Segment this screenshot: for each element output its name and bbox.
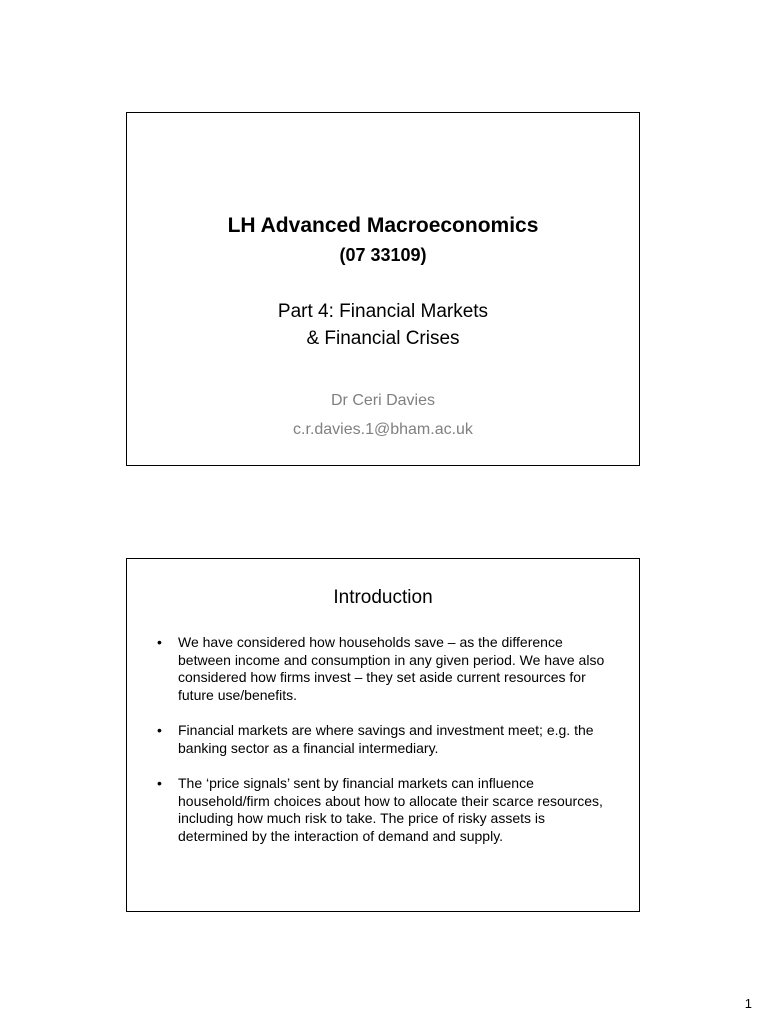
slide-title: LH Advanced Macroeconomics [227,214,539,237]
bullet-icon: • [157,775,162,791]
bullet-icon: • [157,634,162,650]
bullet-item [157,722,615,757]
page-number: 1 [744,996,752,1011]
bullet-text: Financial markets are where savings and investment meet; e.g. the banking sector as a financial intermediary. [178,722,594,756]
bullet-list [157,634,615,863]
author-name: Dr Ceri Davies [330,392,435,409]
bullet-text: We have considered how households save – as the difference between income and consumption in any given period. We have also considered how firms invest – they set aside current resources for future use/benefits. [178,634,605,703]
course-code: (07 33109) [339,245,427,265]
bullet-item [157,775,615,845]
slide-title: Introduction [333,587,433,608]
bullet-text: The ‘price signals’ sent by financial markets can influence household/firm choices about how to allocate their scarce resources, including how much risk to take. The price of risky assets is determined by the interaction of demand and supply. [178,775,603,844]
bullet-item [157,634,615,704]
part-heading [127,298,639,352]
title-slide [126,112,640,466]
part-heading-line2: & Financial Crises [306,328,460,349]
part-heading-line1: Part 4: Financial Markets [277,301,489,322]
author-block [127,386,639,444]
introduction-slide [126,558,640,912]
bullet-icon: • [157,722,162,738]
author-email: c.r.davies.1@bham.ac.uk [293,421,473,438]
